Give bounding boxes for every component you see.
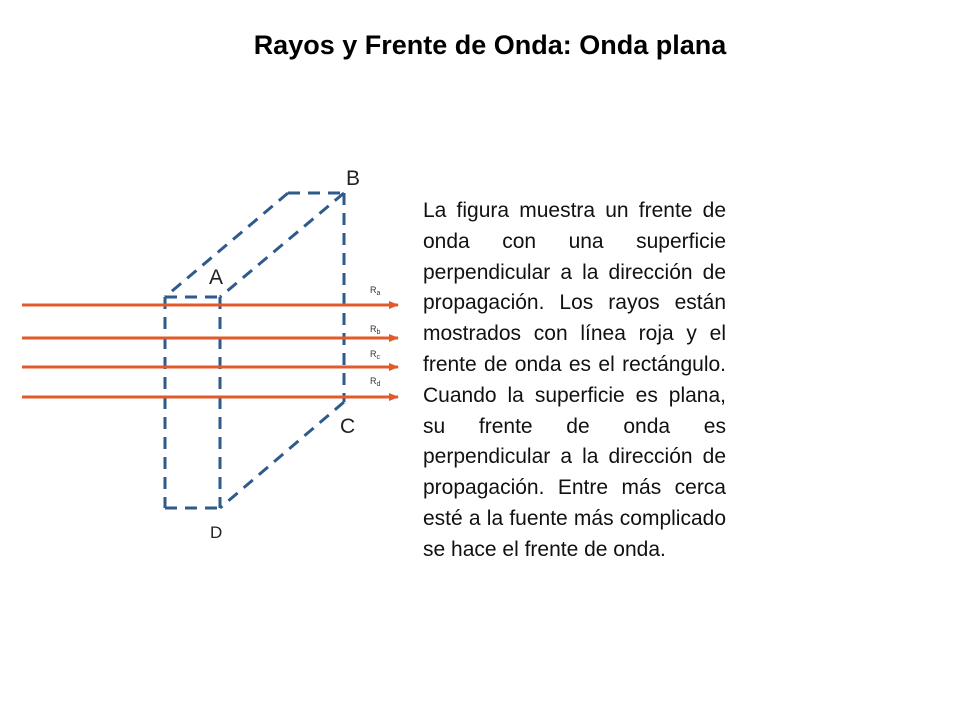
- ray-label-b: $R_b$: [370, 324, 381, 336]
- rays: [22, 305, 398, 397]
- label-point-c: C: [340, 415, 356, 438]
- wavefront-edge-top-left: [165, 193, 288, 297]
- wavefront-edge-bottom-diag: [220, 402, 344, 508]
- wavefront-rectangle: [165, 193, 344, 508]
- label-point-b: B: [346, 167, 361, 190]
- wavefront-edge-top-right: [220, 193, 344, 297]
- ray-label-d: $R_d$: [370, 376, 381, 388]
- description-text: La figura muestra un frente de onda con una superficie perpendicular a la dirección de propagación. Los rayos están mostrados con línea roja y el frente de onda es el rectángulo. Cuando la superficie es plana, su frente de onda es perpendicular a la dirección de propagación. Entre más cerca esté a la fuente más complicado se hace el frente de onda.: [423, 199, 726, 561]
- slide-title: Rayos y Frente de Onda: Onda plana: [253, 30, 727, 60]
- label-point-d: D: [210, 523, 223, 542]
- ray-label-c: $R_c$: [370, 349, 380, 361]
- label-point-a: A: [209, 266, 224, 289]
- ray-label-a: $R_a$: [370, 285, 381, 297]
